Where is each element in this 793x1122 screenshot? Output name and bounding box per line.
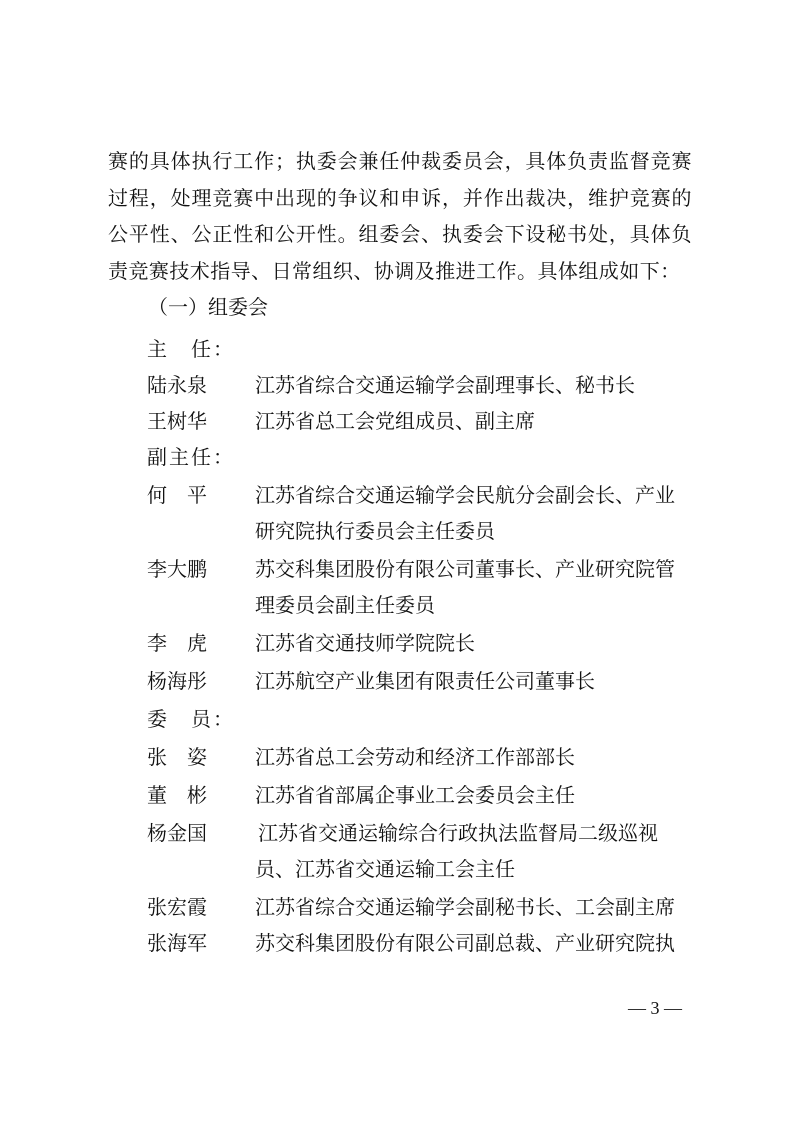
- member-role-line: 江苏省综合交通运输学会副秘书长、工会副主席: [255, 895, 675, 919]
- section-title: （一）组委会: [148, 295, 268, 319]
- member-role-line: 研究院执行委员会主任委员: [255, 519, 495, 543]
- member-name: 陆永泉: [147, 373, 207, 397]
- member-name: 张海军: [147, 931, 207, 955]
- member-role-line: 苏交科集团股份有限公司董事长、产业研究院管: [255, 557, 675, 581]
- member-role-line: 江苏省交通运输综合行政执法监督局二级巡视: [258, 821, 658, 845]
- member-name: 张宏霞: [147, 895, 207, 919]
- intro-paragraph: 赛的具体执行工作；执委会兼任仲裁委员会，具体负责监督竞赛过程，处理竞赛中出现的争议和申诉，并作出裁决，维护竞赛的公平性、公正性和公开性。组委会、执委会下设秘书处，具体负责竞赛技术指导、日常组织、协调及推进工作。具体组成如下：: [108, 149, 692, 283]
- deputy-label: 副主任：: [147, 445, 235, 469]
- member-role-line: 江苏省综合交通运输学会民航分会副会长、产业: [255, 483, 675, 507]
- member-name: 李大鹏: [147, 557, 207, 581]
- member-role-line: 苏交科集团股份有限公司副总裁、产业研究院执: [255, 931, 675, 955]
- member-name: 张 姿: [147, 745, 207, 769]
- member-name: 李 虎: [147, 631, 207, 655]
- member-name: 杨金国: [147, 821, 207, 845]
- member-name: 何 平: [147, 483, 207, 507]
- member-role: 江苏省总工会党组成员、副主席: [255, 409, 535, 433]
- member-role-line: 江苏省省部属企事业工会委员会主任: [255, 783, 575, 807]
- member-role-line: 江苏省交通技师学院院长: [255, 631, 475, 655]
- member-name: 董 彬: [147, 783, 207, 807]
- member-name: 王树华: [147, 409, 207, 433]
- director-label: 主 任：: [147, 337, 235, 361]
- member-label: 委 员：: [147, 707, 235, 731]
- member-role-line: 江苏省总工会劳动和经济工作部部长: [255, 745, 575, 769]
- page-number: — 3 —: [628, 998, 682, 1018]
- member-role: 江苏省综合交通运输学会副理事长、秘书长: [255, 373, 635, 397]
- member-name: 杨海彤: [147, 669, 207, 693]
- member-role-line: 员、江苏省交通运输工会主任: [255, 857, 515, 881]
- member-role-line: 江苏航空产业集团有限责任公司董事长: [255, 669, 595, 693]
- member-role-line: 理委员会副主任委员: [255, 593, 435, 617]
